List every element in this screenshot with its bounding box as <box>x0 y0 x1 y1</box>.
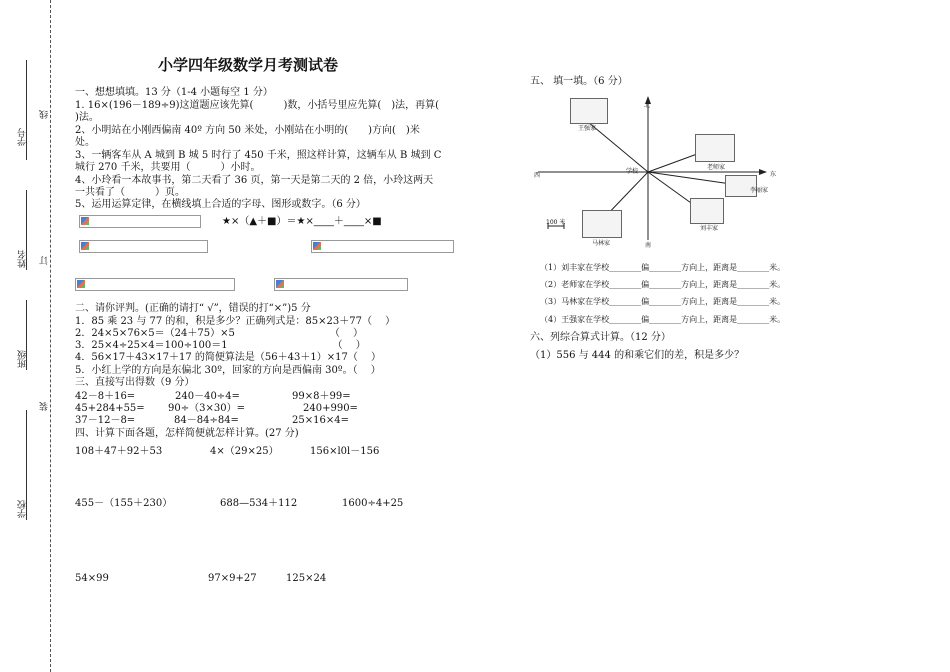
house-icon <box>582 210 622 238</box>
judge-line: 5．小红上学的方向是东偏北 30º，回家的方向是西偏南 30º。（ ） <box>75 365 381 376</box>
class-label: 班级 <box>18 350 28 368</box>
east-label: 东 <box>770 171 777 178</box>
q1-line: 城行 270 千米，共要用（ ）小时。 <box>75 162 261 173</box>
section2-heading: 二、请你评判。(正确的请打“ √”，错误的打“×”)5 分 <box>75 303 311 314</box>
calc-problem: 54×99 <box>75 573 109 584</box>
seal-text-bind: 订 <box>40 256 50 265</box>
school-label: 学校 <box>18 500 28 518</box>
house-icon <box>570 98 608 124</box>
place-label: 王强家 <box>578 125 597 132</box>
oral-calc: 25×16×4= <box>292 415 349 426</box>
place-label: 马林家 <box>592 240 611 247</box>
fill-line: （4）王强家在学校________偏________方向上，距离是________米。 <box>540 315 786 324</box>
oral-calc: 240－40÷4= <box>175 391 240 402</box>
calc-problem: 4×（29×25） <box>210 446 279 457</box>
q5-formula: ★×（▲＋■）＝★×____＋____×■ <box>222 216 382 227</box>
q1-line: 一共看了（ ）页。 <box>75 187 185 198</box>
calc-problem: 108＋47＋92＋53 <box>75 446 163 457</box>
place-label: 李丽家 <box>750 187 769 194</box>
seal-text-line: 线 <box>40 110 50 119</box>
oral-calc: 42－8＋16= <box>75 391 136 402</box>
oral-calc: 99×8＋99= <box>292 391 351 402</box>
broken-image-placeholder <box>75 278 235 291</box>
fill-line: （1）刘丰家在学校________偏________方向上，距离是________米。 <box>540 263 786 272</box>
west-label: 西 <box>534 172 541 179</box>
section5-heading: 五、 填一填。（6 分） <box>530 76 628 87</box>
calc-problem: 125×24 <box>286 573 327 584</box>
name-line <box>26 190 27 270</box>
fill-line: （2）老师家在学校________偏________方向上，距离是________米。 <box>540 280 786 289</box>
judge-line: 1．85 乘 23 与 77 的和，积是多少？正确列式是：85×23＋77（ ） <box>75 316 396 327</box>
fill-line: （3）马林家在学校________偏________方向上，距离是________米。 <box>540 297 786 306</box>
oral-calc: 37－12－8= <box>75 415 136 426</box>
name-label: 姓名 <box>18 250 28 268</box>
page-title: 小学四年级数学月考测试卷 <box>158 56 339 74</box>
broken-image-placeholder <box>274 278 408 291</box>
broken-image-placeholder <box>79 215 201 228</box>
q1-line: 5、运用运算定律，在横线填上合适的字母、图形或数字。（6 分） <box>75 199 366 210</box>
calc-problem: 455－（155＋230） <box>75 498 173 509</box>
calc-problem: 1600÷4+25 <box>342 498 404 509</box>
seal-text-mount: 装 <box>40 402 50 411</box>
q1-line: 4、小玲看一本故事书，第二天看了 36 页，第一天是第二天的 2 倍，小玲这两天 <box>75 175 434 186</box>
q1-line: 1. 16×(196－189÷9)这道题应该先算( )数，小括号里应先算( )法，再算( <box>75 100 440 111</box>
judge-line: 3．25×4÷25×4＝100÷100＝1 （ ） <box>75 340 366 351</box>
place-label: 老师家 <box>707 164 726 171</box>
north-label: 北 <box>644 102 651 109</box>
calc-problem: 688—534＋112 <box>220 498 298 509</box>
calc-problem: 156×l0l－156 <box>310 446 380 457</box>
house-icon <box>690 198 724 224</box>
section3-heading: 三、直接写出得数（9 分） <box>75 377 195 388</box>
section4-heading: 四、计算下面各题，怎样简便就怎样计算。(27 分) <box>75 428 299 439</box>
school-label: 学校 <box>626 168 639 175</box>
calc-problem: 97×9+27 <box>208 573 257 584</box>
class-line <box>26 300 27 370</box>
section6-q1: （1）556 与 444 的和乘它们的差，积是多少？ <box>530 350 745 361</box>
broken-image-placeholder <box>311 240 454 253</box>
place-label: 刘丰家 <box>700 225 719 232</box>
broken-image-placeholder <box>79 240 208 253</box>
q1-line: 处。 <box>75 137 95 148</box>
south-label: 南 <box>645 242 652 249</box>
q1-line: 2、小明站在小刚西偏南 40º 方向 50 米处，小刚站在小明的( )方向( )米 <box>75 125 420 136</box>
student-id-label: 学号 <box>18 128 28 146</box>
direction-map <box>530 90 790 250</box>
judge-line: 2．24×5×76×5＝（24＋75）×5 （ ） <box>75 328 364 339</box>
section1-heading: 一、想想填填。13 分（1-4 小题每空 1 分） <box>75 87 273 98</box>
oral-calc: 90÷（3×30）= <box>168 403 245 414</box>
scale-label: 100 米 <box>546 219 566 226</box>
q1-line: 3、一辆客车从 A 城到 B 城 5 时行了 450 千米，照这样计算，这辆车从 B 城到 C <box>75 150 442 161</box>
oral-calc: 84－84÷84= <box>174 415 239 426</box>
house-icon <box>695 134 735 162</box>
q1-line: )法。 <box>75 112 99 123</box>
binding-dashed-line <box>50 0 51 672</box>
student-id-line <box>26 60 27 160</box>
judge-line: 4．56×17＋43×17＋17 的简便算法是（56＋43＋1）×17（ ） <box>75 352 382 363</box>
section6-heading: 六、列综合算式计算。（12 分） <box>530 332 671 343</box>
oral-calc: 240+990= <box>303 403 358 414</box>
oral-calc: 45+284+55= <box>75 403 145 414</box>
school-line <box>26 410 27 520</box>
